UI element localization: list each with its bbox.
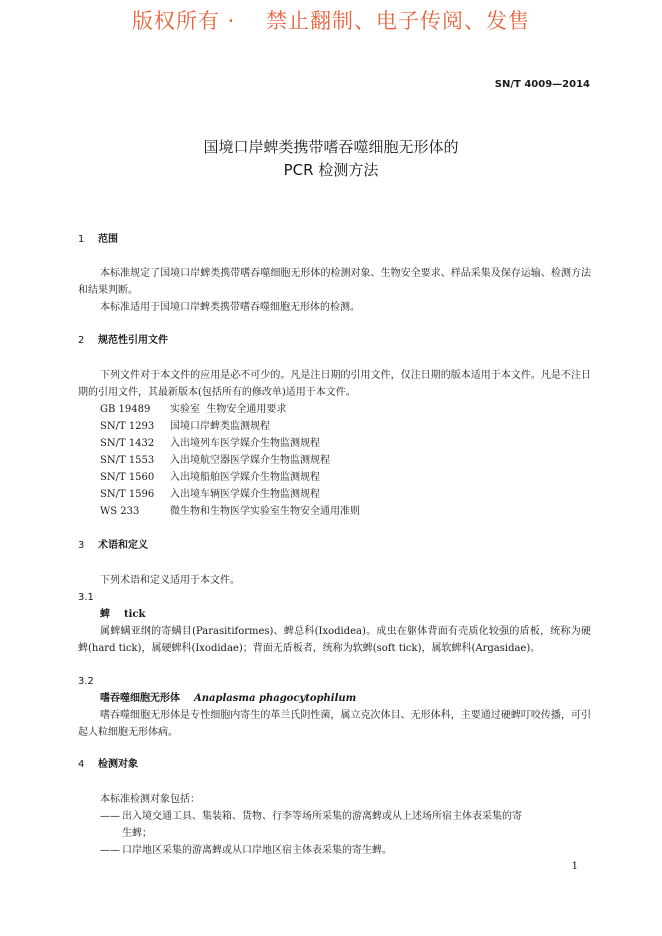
list-text: 出入境交通工具、集装箱、货物、行李等场所采集的游离蜱或从上述场所宿主体表采集的寄 (122, 811, 522, 822)
reference-code: WS 233 (100, 506, 140, 517)
list-item (100, 842, 591, 859)
term-cn: 蜱 (100, 609, 110, 620)
section-title: 检测对象 (98, 759, 138, 770)
term-number: 3.2 (78, 676, 94, 687)
list-text-continued: 生蜱； (122, 828, 152, 839)
reference-title: 实验室 生物安全通用要求 (170, 404, 287, 415)
list-text: 口岸地区采集的游离蜱或从口岸地区宿主体表采集的寄生蜱。 (122, 845, 392, 856)
term-en: tick (124, 609, 146, 620)
reference-item (100, 452, 330, 469)
normative-intro: 下列文件对于本文件的应用是必不可少的。凡是注日期的引用文件，仅注日期的版本适用于本文件。凡是不注日期的引用文件，其最新版本(包括所有的修改单)适用于本文件。 (78, 370, 591, 398)
section-title: 范围 (98, 234, 118, 245)
section-number: 1 (78, 234, 85, 245)
section-1-heading (78, 233, 118, 247)
document-subtitle: PCR 检测方法 (283, 161, 379, 179)
reference-item (100, 469, 320, 486)
reference-title: 入出境列车医学媒介生物监测规程 (170, 438, 320, 449)
reference-title: 国境口岸蜱类监测规程 (170, 421, 270, 432)
reference-title: 入出境航空器医学媒介生物监测规程 (170, 455, 330, 466)
scope-paragraph-2: 本标准适用于国境口岸蜱类携带嗜吞噬细胞无形体的检测。 (100, 302, 360, 313)
terms-intro: 下列术语和定义适用于本文件。 (100, 575, 240, 586)
reference-title: 入出境车辆医学媒介生物监测规程 (170, 489, 320, 500)
section-2-heading (78, 334, 168, 348)
reference-code: SN/T 1596 (100, 489, 155, 500)
copyright-watermark: 版权所有 · 禁止翻制、电子传阅、发售 (131, 9, 531, 33)
term-cn: 嗜吞噬细胞无形体 (100, 693, 180, 704)
term-number: 3.1 (78, 592, 94, 603)
reference-item (100, 435, 320, 452)
page-number: 1 (571, 861, 578, 872)
term-en: Anaplasma phagocytophilum (194, 693, 357, 704)
term-entry (100, 608, 145, 622)
reference-code: GB 19489 (100, 404, 151, 415)
section-number: 3 (78, 540, 85, 551)
standard-number: SN/T 4009—2014 (494, 79, 590, 90)
scope-paragraph-1: 本标准规定了国境口岸蜱类携带嗜吞噬细胞无形体的检测对象、生物安全要求、样品采集及保存运输、检测方法和结果判断。 (78, 268, 591, 296)
reference-code: SN/T 1560 (100, 472, 155, 483)
section-number: 2 (78, 335, 85, 346)
term-definition: 嗜吞噬细胞无形体是专性细胞内寄生的革兰氏阴性菌，属立克次体目、无形体科，主要通过硬蜱叮咬传播，可引起人粒细胞无形体病。 (78, 710, 591, 738)
section-title: 规范性引用文件 (98, 335, 168, 346)
term-definition: 属蜱螨亚纲的寄螨目(Parasitiformes)、蜱总科(Ixodidea)。成虫在躯体背面有壳质化较强的盾板，统称为硬蜱(hard tick)，属硬蜱科(Ixodidae)；背面无盾板者，统称为软蜱(soft tick)，属软蜱科(Argasidae)。 (78, 626, 591, 654)
section-3-heading (78, 539, 148, 553)
reference-code: SN/T 1432 (100, 438, 155, 449)
reference-title: 微生物和生物医学实验室生物安全通用准则 (170, 506, 360, 517)
document-title: 国境口岸蜱类携带嗜吞噬细胞无形体的 (203, 138, 459, 156)
reference-item (100, 486, 320, 503)
list-dash: —— (100, 845, 120, 856)
section-4-heading (78, 758, 138, 772)
section-number: 4 (78, 759, 85, 770)
objects-intro: 本标准检测对象包括： (100, 794, 200, 805)
reference-item (100, 503, 360, 520)
reference-title: 入出境船舶医学媒介生物监测规程 (170, 472, 320, 483)
term-entry (100, 692, 356, 706)
reference-item (100, 418, 270, 435)
reference-code: SN/T 1553 (100, 455, 155, 466)
reference-code: SN/T 1293 (100, 421, 155, 432)
list-item (100, 808, 591, 842)
section-title: 术语和定义 (98, 540, 148, 551)
list-dash: —— (100, 811, 120, 822)
reference-item (100, 401, 286, 418)
